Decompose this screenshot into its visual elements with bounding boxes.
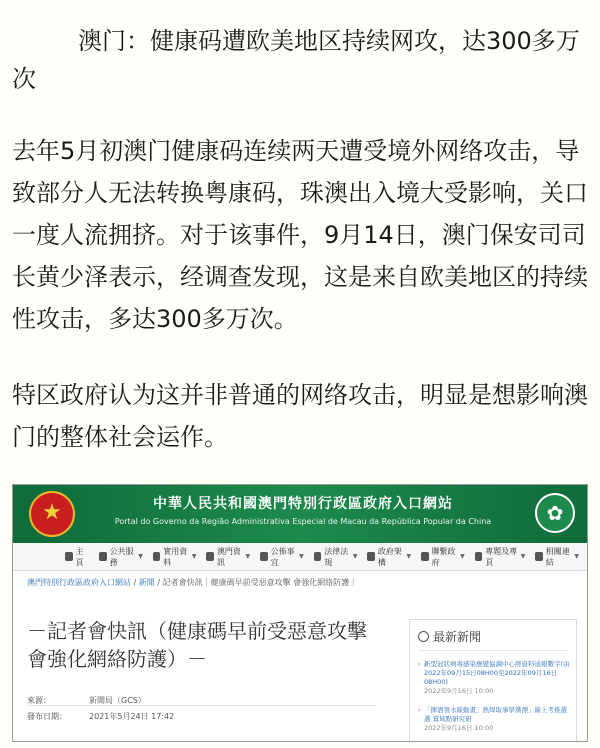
chevron-down-icon: ▼ [460,553,465,560]
date-row [27,711,175,722]
nav-government[interactable]: 政府架構 ▼ [367,546,411,568]
nav-useful-info[interactable]: 實用資料 ▼ [153,546,197,568]
nav-links[interactable]: 相關連結 ▼ [535,546,579,568]
chevron-down-icon: ▼ [406,553,412,560]
government-icon [367,552,374,561]
news-item[interactable] [424,706,572,733]
news-item-date: 2022年9月16日 10:00 [424,724,494,732]
portal-subtitle: Portal do Governo da Região Administrativa Especial de Macau da República Popular da China [114,517,492,526]
portal-title: 中華人民共和國澳門特別行政區政府入口網站 [153,496,453,512]
chevron-down-icon: ▼ [138,553,143,560]
link-icon [535,552,542,561]
nav-announcements[interactable]: 公佈事宜 ▼ [260,546,304,568]
meta-divider [27,705,377,706]
breadcrumb: 澳門特別行政區政府入口網站 / 新聞 / 記者會快訊｜健康碼早前受惡意攻擊 會強化網絡防護｜ [27,578,358,587]
source-label: 來源： [27,696,51,705]
portal-banner [13,485,588,543]
clock-icon [418,631,429,642]
chevron-down-icon: ▼ [245,553,251,560]
portal-article-title: －記者會快訊（健康碼早前受惡意攻擊 會強化網絡防護）－ [27,619,367,671]
date-value: 2021年5月24日 17:42 [89,712,175,721]
contact-icon [421,552,428,561]
source-value[interactable]: 新聞局（GCS） [89,696,146,705]
macau-icon [206,552,213,561]
news-item-text[interactable]: 「揮洒領水線動畫」熱焊取事學黨漂」線上考推選選 賞域點研究研 [424,706,567,723]
date-label: 發布日期： [27,712,67,721]
national-emblem-icon [29,491,75,537]
nav-laws[interactable]: 法律法規 ▼ [314,546,358,568]
chevron-down-icon: ▼ [352,553,358,560]
services-icon [99,552,106,561]
law-icon [314,552,321,561]
article-paragraph-2: 特区政府认为这并非普通的网络攻击，明显是想影响澳门的整体社会运作。 [12,381,588,451]
news-item-text[interactable]: 新型冠狀病毒感染應變協調中心經資料通報數字(由2022年09月15日08H00至2022年09月16日08H00) [424,660,570,686]
portal-screenshot [12,484,588,742]
chevron-down-icon: ▼ [520,553,526,560]
article-headline: 澳门：健康码遭欧美地区持续网攻，达300多万次 [12,27,580,93]
chevron-down-icon: ▼ [191,553,197,560]
latest-news-heading: 最新新聞 [418,628,481,645]
portal-navbar [13,543,588,571]
chevron-down-icon: ▼ [574,553,579,560]
breadcrumb-current: 記者會快訊｜健康碼早前受惡意攻擊 會強化網絡防護｜ [162,578,358,587]
nav-public-services[interactable]: 公共服務 ▼ [99,546,143,568]
nav-home[interactable]: 主頁 [65,546,89,568]
topics-icon [475,552,483,561]
macau-emblem-icon [535,493,575,533]
breadcrumb-news[interactable]: 新聞 [138,578,155,587]
announcement-icon [260,552,267,561]
article-paragraph-1: 去年5月初澳门健康码连续两天遭受境外网络攻击，导致部分人无法转换粤康码，珠澳出入境大受影响，关口一度人流拥挤。对于该事件，9月14日，澳门保安司司长黄少泽表示，经调查发现，这是来自欧美地区的持续性攻击，多达300多万次。 [12,137,588,333]
news-item[interactable] [424,660,572,696]
news-item-date: 2022年9月16日 10:00 [424,687,494,695]
news-divider [418,650,568,651]
info-icon [153,552,160,561]
nav-topics[interactable]: 專題及專頁 ▼ [475,546,526,568]
latest-news-panel [409,619,577,742]
nav-macau-info[interactable]: 澳門資訊 ▼ [206,546,250,568]
chevron-down-icon: ▼ [299,553,304,560]
home-icon [65,552,73,561]
nav-contact[interactable]: 聯繫政府 ▼ [421,546,465,568]
breadcrumb-home[interactable]: 澳門特別行政區政府入口網站 [27,578,131,587]
